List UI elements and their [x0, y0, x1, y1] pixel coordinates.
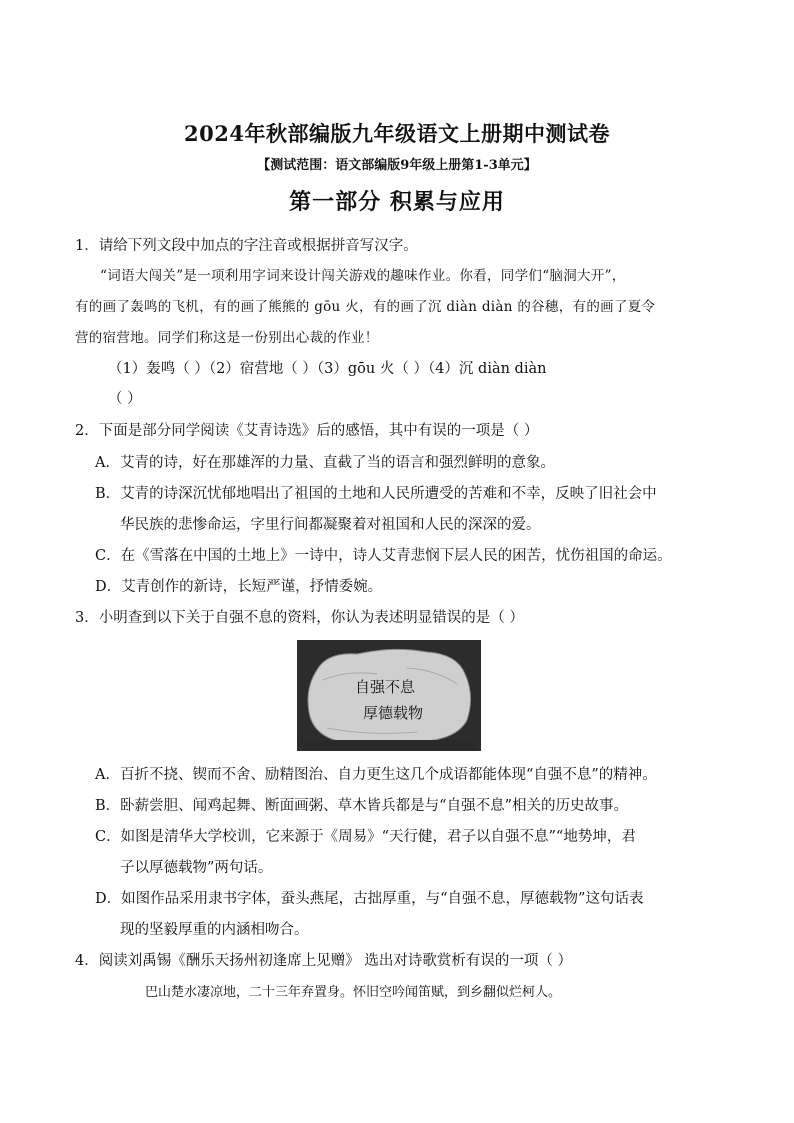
page-title: 2024年秋部编版九年级语文上册期中测试卷 [184, 121, 610, 146]
stone-text-line-2: 厚德载物 [362, 704, 424, 722]
q1-passage-line-2: 有的画了轰鸣的飞机，有的画了熊熊的 gōu 火，有的画了沉 diàn diàn 的谷穗，有的画了夏令 [75, 299, 656, 315]
q2-option-b-line-1: B．艾青的诗深沉忧郁地唱出了祖国的土地和人民所遭受的苦难和不幸，反映了旧社会中 [95, 486, 657, 502]
q3-stem: 3．小明查到以下关于自强不息的资料，你认为表述明显错误的是（ ） [75, 610, 524, 626]
q1-passage-line-1: “词语大闯关”是一项利用字词来设计闯关游戏的趣味作业。你看，同学们“脑洞大开”， [100, 268, 626, 284]
q3-option-d-line-1: D．如图作品采用隶书字体，蚕头燕尾，古拙厚重，与“自强不息，厚德载物”这句话表 [95, 891, 644, 907]
q3-option-c-line-2: 子以厚德载物”两句话。 [120, 860, 273, 876]
q3-option-d-line-2: 现的坚毅厚重的内涵相吻合。 [120, 922, 309, 938]
stone-text-line-1: 自强不息 [354, 678, 416, 696]
q2-option-a: A．艾青的诗，好在那雄浑的力量、直截了当的语言和强烈鲜明的意象。 [95, 455, 555, 471]
test-scope-subtitle: 【测试范围：语文部编版9年级上册第1-3单元】 [257, 158, 537, 173]
q3-option-b: B．卧薪尝胆、闻鸡起舞、断面画粥、草木皆兵都是与“自强不息”相关的历史故事。 [95, 798, 628, 814]
q2-option-b-line-2: 华民族的悲惨命运，字里行间都凝聚着对祖国和人民的深深的爱。 [120, 517, 541, 533]
q1-blanks-line-1: （1）轰鸣（ ）（2）宿营地（ ）（3）gōu 火（ ）（4）沉 diàn diàn [108, 361, 547, 377]
q2-option-c: C．在《雪落在中国的土地上》一诗中，诗人艾青悲悯下层人民的困苦，忧伤祖国的命运。 [95, 548, 672, 564]
q4-stem: 4．阅读刘禹锡《酬乐天扬州初逢席上见赠》 选出对诗歌赏析有误的一项（ ） [75, 953, 572, 969]
q3-option-c-line-1: C．如图是清华大学校训，它来源于《周易》“天行健，君子以自强不息”“地势坤，君 [95, 829, 636, 845]
part-title: 第一部分 积累与应用 [289, 189, 505, 215]
q2-stem: 2．下面是部分同学阅读《艾青诗选》后的感悟，其中有误的一项是（ ） [75, 423, 539, 439]
q2-option-d: D．艾青创作的新诗，长短严谨，抒情委婉。 [95, 579, 383, 595]
q1-stem: 1．请给下列文段中加点的字注音或根据拼音写汉字。 [75, 238, 418, 254]
q3-option-a: A．百折不挠、锲而不舍、励精图治、自力更生这几个成语都能体现“自强不息”的精神。 [95, 767, 657, 783]
tsinghua-motto-stone-image [297, 640, 481, 751]
q1-passage-line-3: 营的宿营地。同学们称这是一份别出心裁的作业！ [75, 330, 379, 346]
q1-blanks-line-2: （ ） [108, 391, 142, 407]
q4-poem-line: 巴山楚水凄凉地，二十三年弃置身。怀旧空吟闻笛赋，到乡翻似烂柯人。 [145, 985, 562, 1000]
